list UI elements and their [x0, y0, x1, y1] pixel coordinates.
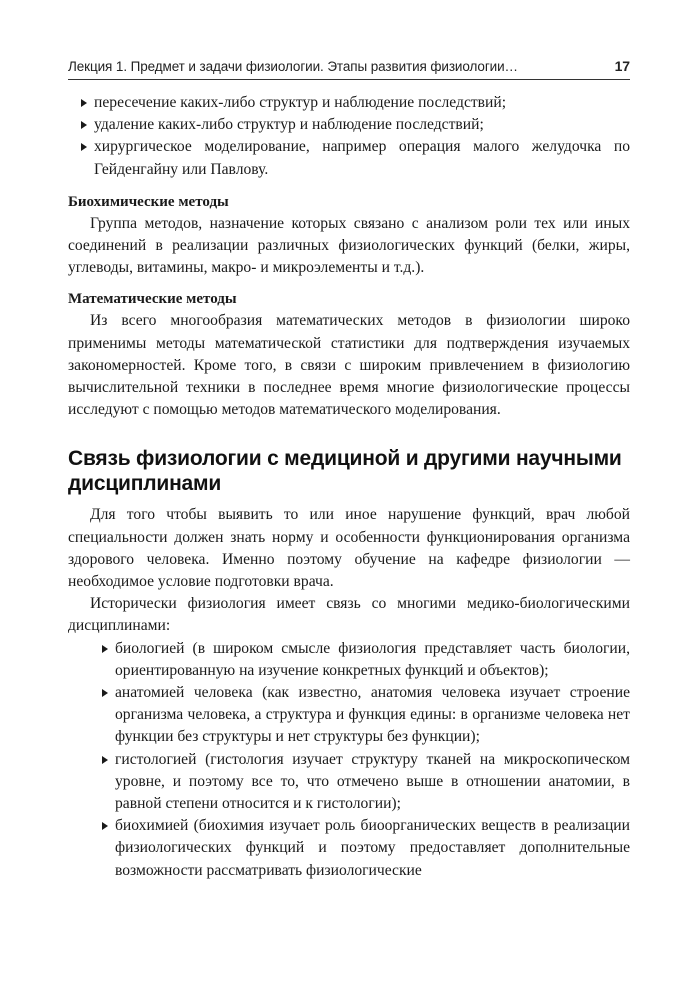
list-item	[68, 92, 630, 114]
disciplines-list	[68, 638, 630, 882]
subheading-mathematical-methods: Математические методы	[68, 291, 237, 308]
bullet-arrow-icon	[102, 645, 108, 653]
running-header	[68, 58, 630, 80]
book-page	[68, 58, 630, 882]
list-item	[68, 114, 630, 136]
bullet-arrow-icon	[102, 689, 108, 697]
running-header-title: Лекция 1. Предмет и задачи физиологии. Этапы развития физиологии…	[68, 59, 518, 74]
list-item	[68, 136, 630, 180]
subheading-biochemical-methods: Биохимические методы	[68, 193, 229, 210]
section-paragraph-2: Исторически физиология имеет связь со многими медико-биологическими дисциплинами:	[68, 595, 630, 635]
top-bullet-list	[68, 92, 630, 181]
list-item	[68, 638, 630, 682]
mathematical-methods-text: Из всего многообразия математических методов в физиологии широко применимы методы математической статистики для подтверждения изучаемых закономерностей. Кроме того, в связи с широким привлечением в физиологию вычислительной техники в последнее время многие физиологические процессы исследуют с помощью методов математического моделирования.	[68, 312, 630, 419]
bullet-arrow-icon	[81, 143, 87, 151]
section-heading: Связь физиологии с медициной и другими научными дисциплинами	[68, 447, 622, 496]
bullet-arrow-icon	[81, 99, 87, 107]
biochemical-methods-text: Группа методов, назначение которых связано с анализом роли тех или иных соединений в реализации различных физиологических функций (белки, жиры, углеводы, витамины, макро- и микроэлементы и т.д.).	[68, 214, 630, 277]
list-item-text: биологией (в широком смысле физиология представляет часть биологии, ориентированную на изучение конкретных функций и объектов);	[115, 639, 630, 679]
list-item-text: удаление каких-либо структур и наблюдение последствий;	[94, 116, 484, 134]
list-item-text: пересечение каких-либо структур и наблюдение последствий;	[94, 94, 507, 111]
list-item	[68, 749, 630, 816]
section-paragraph-1: Для того чтобы выявить то или иное нарушение функций, врач любой специальности должен знать норму и особенности функционирования организма здорового человека. Именно поэтому обучение на кафедре физиологии — необходимое условие подготовки врача.	[68, 506, 630, 591]
list-item	[68, 815, 630, 882]
bullet-arrow-icon	[81, 121, 87, 129]
list-item-text: анатомией человека (как известно, анатомия человека изучает строение организма человека, а структура и функция едины: в организме человека нет функции без структуры и нет структуры без функции);	[115, 684, 630, 746]
bullet-arrow-icon	[102, 822, 108, 830]
list-item-text: гистологией (гистология изучает структуру тканей на микроскопическом уровне, и поэтому все то, что отмечено выше в отношении анатомии, в равной степени относится и к гистологии);	[115, 750, 630, 813]
bullet-arrow-icon	[102, 756, 108, 764]
list-item	[68, 682, 630, 749]
list-item-text: хирургическое моделирование, например операция малого желудочка по Гейденгайну или Павлову.	[94, 138, 630, 178]
list-item-text: биохимией (биохимия изучает роль биоорганических веществ в реализации физиологических функций и поэтому предоставляет дополнительные возможности рассматривать физиологические	[115, 817, 630, 879]
page-number: 17	[614, 58, 630, 74]
